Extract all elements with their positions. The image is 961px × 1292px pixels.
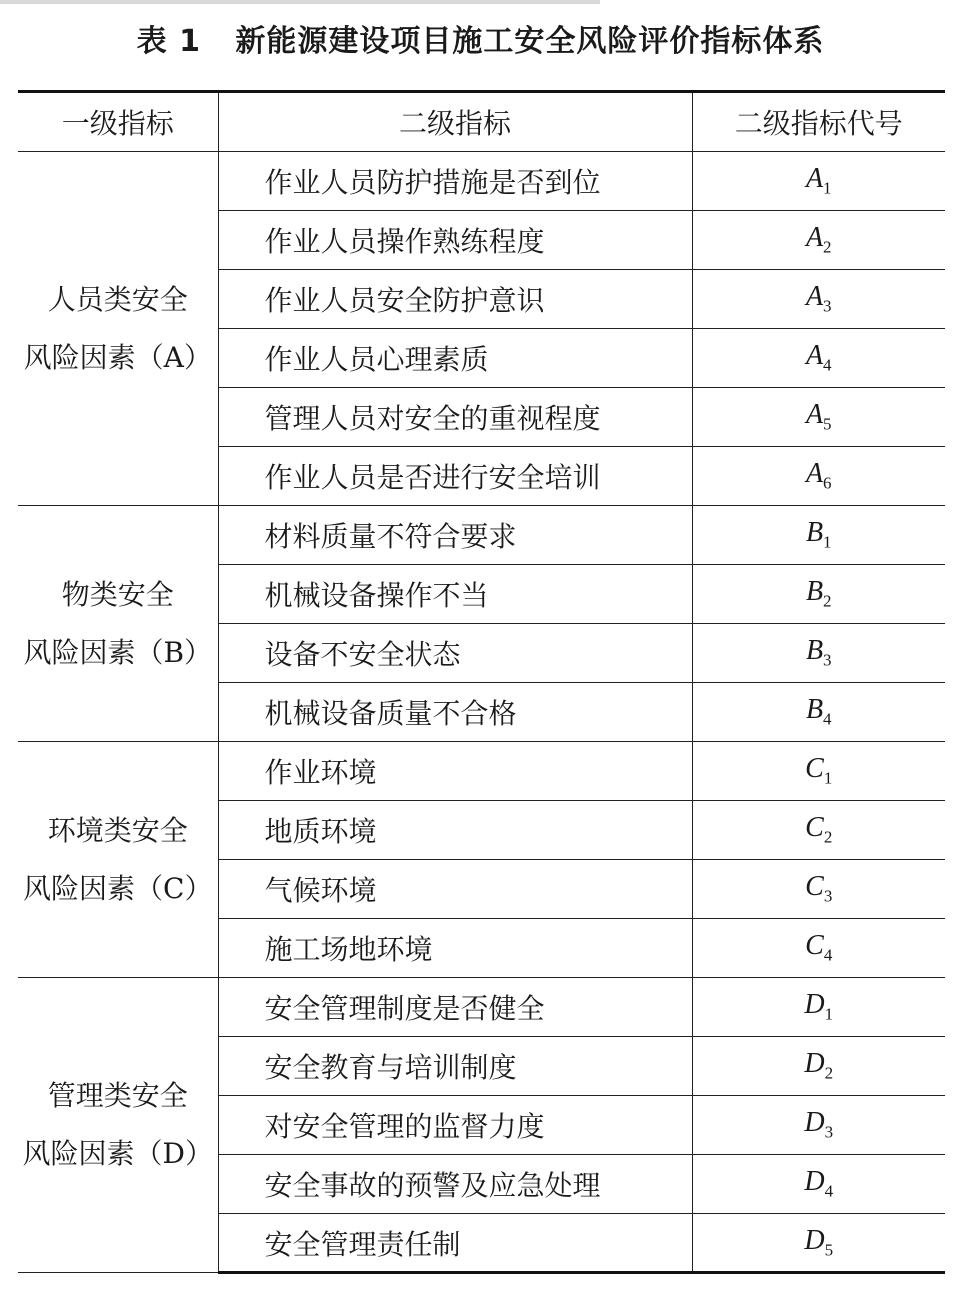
level1-category: 风险因素（A） bbox=[23, 340, 212, 374]
indicator-code bbox=[692, 919, 945, 978]
code-letter: D bbox=[804, 1224, 825, 1256]
level2-indicator: 作业人员安全防护意识 bbox=[218, 270, 692, 329]
indicator-code bbox=[692, 860, 945, 919]
level1-name: 人员类安全 bbox=[47, 282, 188, 316]
level1-indicator bbox=[18, 742, 218, 978]
indicator-code bbox=[692, 329, 945, 388]
code-letter: A bbox=[805, 458, 824, 490]
code-subscript: 4 bbox=[824, 1181, 834, 1201]
code-letter: C bbox=[805, 753, 824, 785]
indicator-code bbox=[692, 270, 945, 329]
code-subscript: 4 bbox=[823, 945, 833, 965]
code-letter: D bbox=[804, 1048, 825, 1080]
header-code: 二级指标代号 bbox=[692, 92, 945, 152]
level1-category: 风险因素（C） bbox=[23, 871, 213, 905]
indicator-code bbox=[692, 1155, 945, 1214]
level2-indicator: 管理人员对安全的重视程度 bbox=[218, 388, 692, 447]
code-subscript: 3 bbox=[823, 650, 832, 670]
code-subscript: 5 bbox=[824, 1240, 834, 1260]
table-number: 表 1 bbox=[136, 24, 201, 59]
level2-indicator: 作业人员是否进行安全培训 bbox=[218, 447, 692, 506]
level2-indicator: 设备不安全状态 bbox=[218, 624, 692, 683]
level1-name: 管理类安全 bbox=[47, 1079, 188, 1112]
indicator-code bbox=[692, 506, 945, 565]
indicator-code bbox=[692, 388, 945, 447]
indicator-code bbox=[692, 624, 945, 683]
table-row bbox=[18, 978, 945, 1037]
indicator-code bbox=[692, 1096, 945, 1155]
level2-indicator: 对安全管理的监督力度 bbox=[218, 1096, 692, 1155]
level2-indicator: 安全事故的预警及应急处理 bbox=[218, 1155, 692, 1214]
header-level1: 一级指标 bbox=[18, 92, 218, 152]
top-rule bbox=[0, 0, 600, 4]
code-letter: B bbox=[805, 694, 824, 726]
code-subscript: 3 bbox=[823, 886, 833, 906]
code-letter: A bbox=[805, 281, 824, 313]
indicator-code bbox=[692, 152, 945, 211]
code-letter: C bbox=[805, 871, 824, 903]
indicator-code bbox=[692, 447, 945, 506]
level1-indicator bbox=[18, 978, 218, 1273]
indicator-code bbox=[692, 565, 945, 624]
level2-indicator: 作业环境 bbox=[218, 742, 692, 801]
code-subscript: 3 bbox=[823, 296, 832, 316]
code-subscript: 5 bbox=[823, 414, 832, 434]
code-subscript: 6 bbox=[823, 473, 832, 493]
level2-indicator: 材料质量不符合要求 bbox=[218, 506, 692, 565]
indicator-code bbox=[692, 742, 945, 801]
code-letter: C bbox=[805, 812, 824, 844]
code-letter: D bbox=[804, 989, 825, 1021]
code-letter: A bbox=[805, 340, 824, 372]
code-subscript: 1 bbox=[823, 768, 833, 788]
code-letter: A bbox=[805, 163, 824, 195]
level2-indicator: 地质环境 bbox=[218, 801, 692, 860]
table-body bbox=[18, 152, 945, 1273]
table-caption: 新能源建设项目施工安全风险评价指标体系 bbox=[235, 24, 825, 59]
table-row bbox=[18, 152, 945, 211]
code-letter: B bbox=[805, 576, 824, 608]
code-subscript: 4 bbox=[823, 355, 832, 375]
header-level2: 二级指标 bbox=[218, 92, 692, 152]
level1-category: 风险因素（B） bbox=[23, 635, 213, 669]
code-subscript: 2 bbox=[823, 591, 832, 611]
code-letter: A bbox=[805, 399, 824, 431]
code-subscript: 1 bbox=[823, 532, 832, 552]
level2-indicator: 作业人员防护措施是否到位 bbox=[218, 152, 692, 211]
level1-name: 物类安全 bbox=[61, 577, 174, 611]
code-subscript: 2 bbox=[824, 1063, 834, 1083]
level1-name: 环境类安全 bbox=[47, 813, 188, 847]
table-row bbox=[18, 506, 945, 565]
indicator-table bbox=[18, 90, 945, 1274]
code-letter: A bbox=[805, 222, 824, 254]
level2-indicator: 机械设备操作不当 bbox=[218, 565, 692, 624]
level2-indicator: 作业人员操作熟练程度 bbox=[218, 211, 692, 270]
code-subscript: 1 bbox=[823, 178, 832, 198]
table-row bbox=[18, 742, 945, 801]
level2-indicator: 气候环境 bbox=[218, 860, 692, 919]
code-subscript: 3 bbox=[824, 1122, 834, 1142]
level2-indicator: 安全管理制度是否健全 bbox=[218, 978, 692, 1037]
indicator-code bbox=[692, 801, 945, 860]
level2-indicator: 施工场地环境 bbox=[218, 919, 692, 978]
level2-indicator: 安全教育与培训制度 bbox=[218, 1037, 692, 1096]
code-subscript: 2 bbox=[823, 827, 833, 847]
indicator-code bbox=[692, 1037, 945, 1096]
level1-indicator bbox=[18, 506, 218, 742]
level2-indicator: 机械设备质量不合格 bbox=[218, 683, 692, 742]
header-row bbox=[18, 92, 945, 152]
level2-indicator: 安全管理责任制 bbox=[218, 1214, 692, 1273]
indicator-code bbox=[692, 211, 945, 270]
code-letter: C bbox=[805, 930, 824, 962]
indicator-code bbox=[692, 978, 945, 1037]
code-subscript: 2 bbox=[823, 237, 832, 257]
code-letter: B bbox=[805, 635, 824, 667]
code-subscript: 4 bbox=[823, 709, 832, 729]
indicator-code bbox=[692, 1214, 945, 1273]
level1-category: 风险因素（D） bbox=[22, 1137, 213, 1170]
code-letter: B bbox=[805, 517, 824, 549]
code-subscript: 1 bbox=[824, 1004, 834, 1024]
code-letter: D bbox=[804, 1166, 825, 1198]
code-letter: D bbox=[804, 1107, 825, 1139]
indicator-code bbox=[692, 683, 945, 742]
table-title bbox=[0, 14, 961, 70]
level2-indicator: 作业人员心理素质 bbox=[218, 329, 692, 388]
level1-indicator bbox=[18, 152, 218, 506]
